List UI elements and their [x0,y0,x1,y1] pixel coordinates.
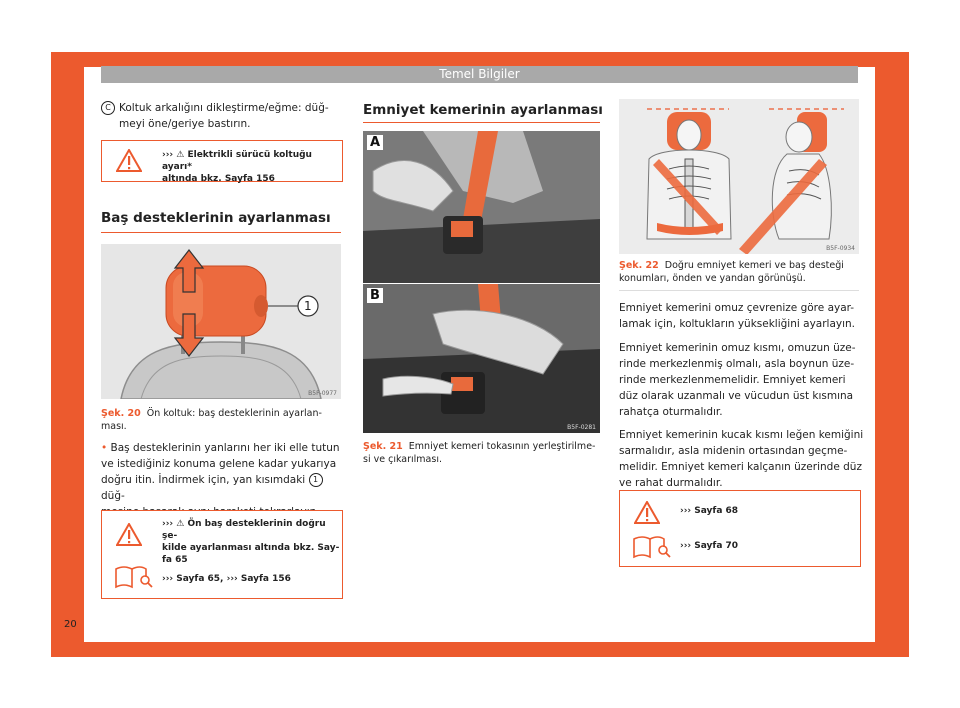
belt-position-illustration [619,99,859,254]
fig20-label: Şek. 20 [101,408,141,419]
warning-box-1 [101,140,343,182]
figure-21-panel-a [363,131,600,283]
book-reference-icon [632,533,672,559]
p2-l4: düz olarak uzanmalı ve vücudun üst kısmına [619,390,854,402]
figure-22-belt-position [619,99,859,254]
warning-1-line2[interactable]: altında bkz. Sayfa 156 [162,174,275,184]
warning-triangle-icon [116,523,142,546]
fig22-code: B5F-0934 [826,245,855,252]
fig22-caption [619,259,859,285]
callout-1-marker: 1 [309,473,323,487]
warning-2-line3[interactable]: fa 65 [162,555,188,565]
step-c-line1: Koltuk arkalığını dikleştirme/eğme: düğ- [119,102,329,114]
fig20-callout: 1 [304,299,312,313]
step-c [101,100,341,132]
page-number: 20 [64,619,77,630]
step-c-marker: C [101,101,115,115]
p2-l1: Emniyet kemerinin omuz kısmı, omuzun üze- [619,342,856,354]
page-header: Temel Bilgiler [101,66,858,83]
caption-divider [619,290,859,291]
fig21-cap1: Emniyet kemeri tokasının yerleştirilme- [408,441,596,452]
paragraph-3 [619,427,864,491]
warning-2-line2[interactable]: kilde ayarlanması altında bkz. Say- [162,543,340,553]
warning-2-line1[interactable]: ››› ⚠ Ön baş desteklerinin doğru şe- [162,519,326,541]
p2-l5: rahatça oturmalıdır. [619,406,723,418]
p3-l3: melidir. Emniyet kemeri kalçanın üzerinde düz [619,461,862,473]
p3-l1: Emniyet kemerinin kucak kısmı leğen kemiğini [619,429,864,441]
section-underline [363,122,600,123]
figure-21-panel-b [363,284,600,433]
fig21-caption [363,440,600,466]
fig21-cap2: si ve çıkarılması. [363,454,442,465]
p1-l2: lamak için, koltukların yüksekliğini ayarlayın. [619,318,856,330]
headrest-illustration [101,244,341,399]
fig20-cap2: ması. [101,421,127,432]
fig22-label: Şek. 22 [619,260,659,271]
fig20-code: B5F-0977 [308,390,337,397]
fig22-cap1: Doğru emniyet kemeri ve baş desteği [664,260,844,271]
body-l1: Baş desteklerinin yanlarını her iki elle tutun [110,442,340,454]
p1-l1: Emniyet kemerini omuz çevrenize göre ayar- [619,302,855,314]
bullet-icon: • [101,442,108,454]
body-l3a: doğru itin. İndirmek için, yan kısımdaki [101,474,306,486]
warning-triangle-icon [116,149,142,172]
body-l2: ve istediğiniz konuma gelene kadar yukarıya [101,458,337,470]
fig21-code: B5F-0281 [567,424,596,431]
paragraph-2 [619,340,864,420]
warning-box-2 [101,510,343,599]
p2-l3: rinde merkezlenmemelidir. Emniyet kemeri [619,374,846,386]
warning-2-text [162,518,342,566]
warning-1-line1[interactable]: ››› ⚠ Elektrikli sürücü koltuğu ayarı* [162,150,312,172]
reference-box [619,490,861,567]
section-underline [101,232,341,233]
headrest-body-text [101,440,346,520]
body-l3b: düğ- [101,490,125,502]
step-c-line2: meyi öne/geriye bastırın. [119,118,251,130]
ref2[interactable]: ››› Sayfa 70 [680,541,739,551]
paragraph-1 [619,300,864,332]
p2-l2: rinde merkezlenmiş olmalı, asla boynun üze- [619,358,855,370]
warning-1-text [162,149,342,185]
section-title-seatbelt: Emniyet kemerinin ayarlanması [363,102,603,118]
buckle-release-illustration [363,284,600,433]
warning-2-ref[interactable]: ››› Sayfa 65, ››› Sayfa 156 [162,574,291,584]
section-title-headrest: Baş desteklerinin ayarlanması [101,210,331,226]
p3-l2: sarmalıdır, asla midenin ortasından geçme- [619,445,848,457]
panel-a-label: A [367,135,383,150]
panel-b-label: B [367,288,383,303]
fig21-label: Şek. 21 [363,441,403,452]
buckle-insert-illustration [363,131,600,283]
fig20-caption [101,407,341,433]
ref1[interactable]: ››› Sayfa 68 [680,506,739,516]
fig20-cap1: Ön koltuk: baş desteklerinin ayarlan- [146,408,322,419]
fig22-cap2: konumları, önden ve yandan görünüşü. [619,273,806,284]
p3-l4: ve rahat durmalıdır. [619,477,723,489]
warning-triangle-icon [634,501,660,524]
book-reference-icon [114,563,154,589]
figure-20-headrest [101,244,341,399]
